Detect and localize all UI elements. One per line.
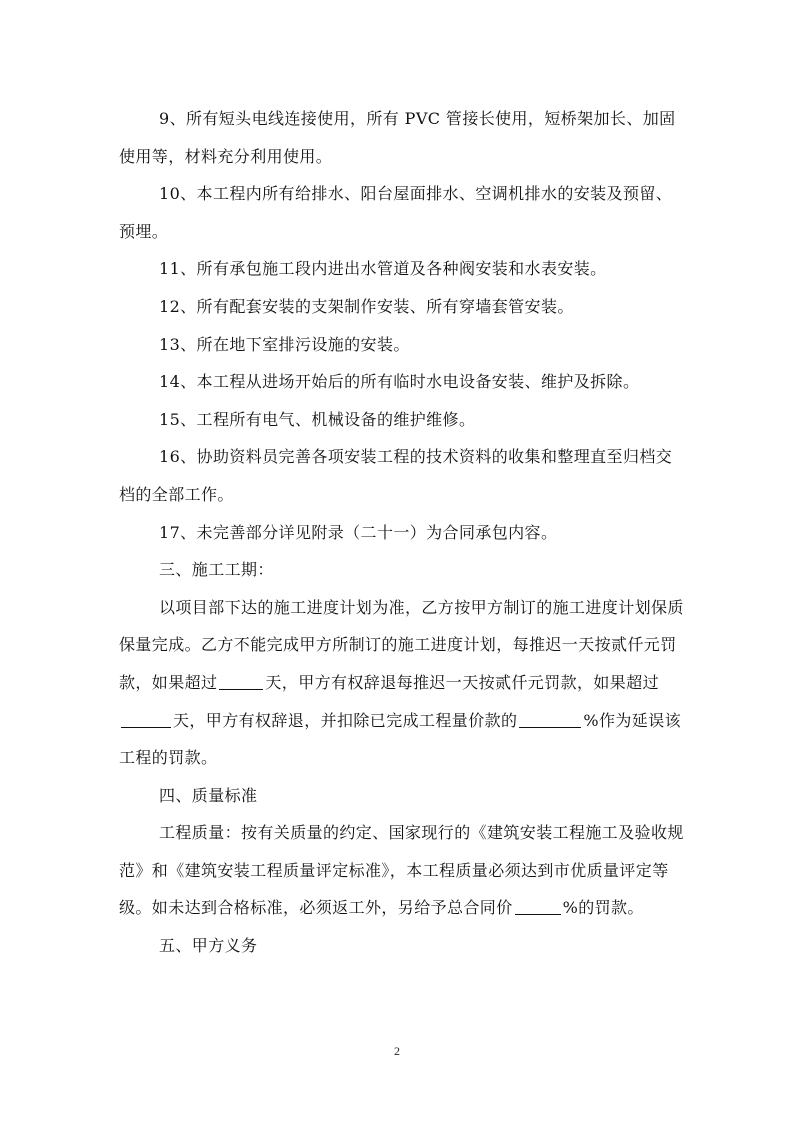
section-heading-quality: 四、质量标准 (159, 785, 258, 805)
schedule-text-3: 天，甲方有权辞退，并扣除已完成工程量价款的 (173, 710, 518, 730)
fill-blank-days-2 (121, 726, 171, 728)
quality-text-1: 工程质量：按有关质量的约定、国家现行的《建筑安装工程施工及验收规范》和《建筑安装工程质量评定标准》，本工程质量必须达到市优质量评定等级。如未达到合格标准，必须返工外，另给予总合同价 (119, 823, 684, 918)
clause-15: 15、工程所有电气、机械设备的维护维修。 (159, 409, 476, 429)
page-number: 2 (394, 1044, 400, 1058)
clause-17: 17、未完善部分详见附录（二十一）为合同承包内容。 (159, 522, 558, 542)
clause-12: 12、所有配套安装的支架制作安装、所有穿墙套管安装。 (159, 296, 574, 316)
fill-blank-days-1 (219, 688, 263, 690)
clause-14: 14、本工程从进场开始后的所有临时水电设备安装、维护及拆除。 (159, 372, 640, 392)
section-heading-schedule: 三、施工工期： (159, 560, 274, 580)
section-heading-party-a-duties: 五、甲方义务 (159, 936, 258, 956)
quality-paragraph (119, 814, 684, 927)
schedule-text-4: %作为延误该工程的罚款。 (119, 710, 682, 768)
fill-blank-percent-2 (515, 913, 561, 915)
clause-16: 16、协助资料员完善各项安装工程的技术资料的收集和整理直至归档交档的全部工作。 (119, 447, 673, 504)
schedule-paragraph (119, 589, 684, 777)
fill-blank-percent-1 (519, 726, 581, 728)
clause-9: 9、所有短头电线连接使用，所有 PVC 管接长使用，短桥架加长、加固使用等，材料充分利用使用。 (119, 109, 676, 166)
schedule-text-1: 以项目部下达的施工进度计划为准，乙方按甲方制订的施工进度计划保质保量完成。乙方不能完成甲方所制订的施工进度计划，每推迟一天按贰仟元罚款，如果超过 (119, 597, 684, 692)
quality-text-2: %的罚款。 (562, 898, 644, 918)
clause-11: 11、所有承包施工段内进出水管道及各种阀安装和水表安装。 (159, 259, 607, 279)
clause-10: 10、本工程内所有给排水、阳台屋面排水、空调机排水的安装及预留、预埋。 (119, 184, 673, 241)
contract-body (119, 100, 684, 965)
schedule-text-2: 天，甲方有权辞退每推迟一天按贰仟元罚款，如果超过 (265, 672, 660, 692)
clause-13: 13、所在地下室排污设施的安装。 (159, 334, 410, 354)
